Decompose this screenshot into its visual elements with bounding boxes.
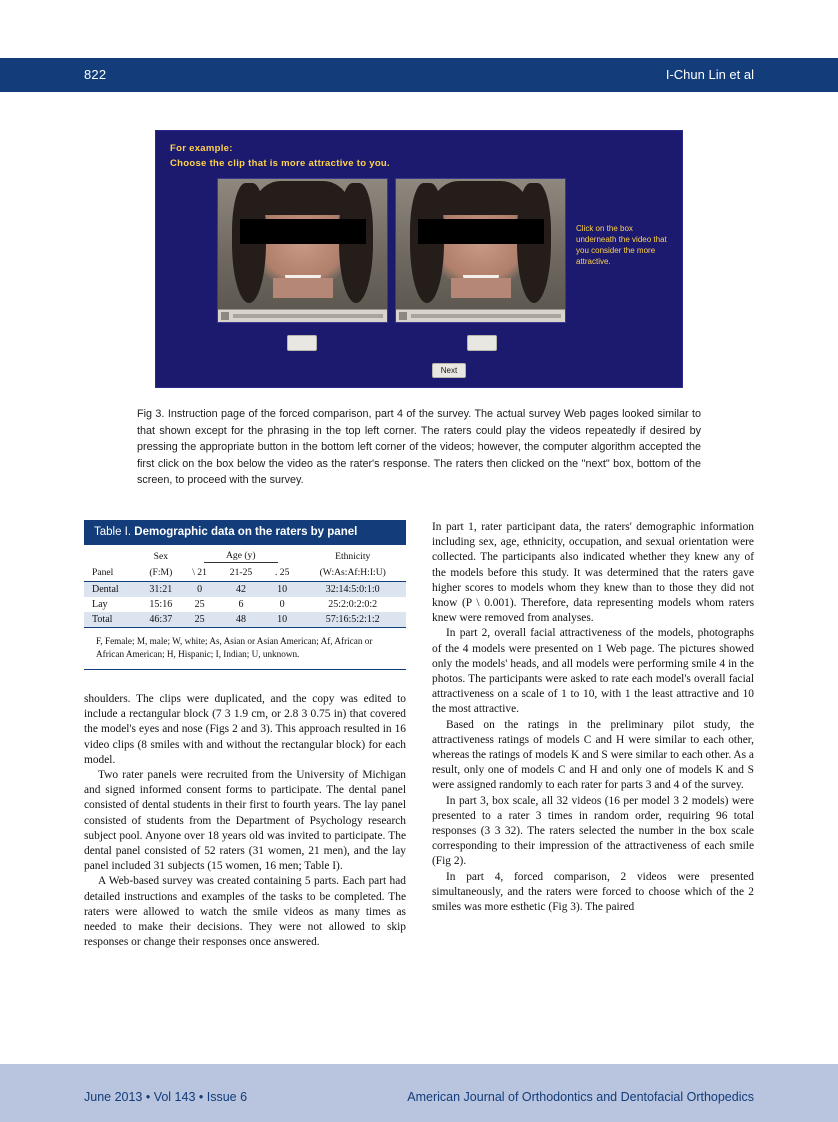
figure-3-image xyxy=(155,130,683,388)
header-group-age: Age (y) xyxy=(182,545,299,565)
col-sex-ratio: (F:M) xyxy=(140,565,183,582)
col-age-over25: . 25 xyxy=(265,565,299,582)
video-controls-right[interactable] xyxy=(396,309,565,322)
hair-top-left xyxy=(254,181,350,215)
cell-panel: Dental xyxy=(92,584,119,595)
progress-bar-right[interactable] xyxy=(411,314,561,318)
page-number: 822 xyxy=(84,67,107,82)
paragraph: In part 1, rater participant data, the raters' demographic information including sex, age, ethnicity, occupation, and sexual orientation were collected. The participants also indicated whether they knew any of the models before this study. It was determined that the raters gave higher scores to models whom they knew than to those they did not know (P \ 0.001). Therefore, data representing models whom raters knew were removed from analyses. xyxy=(432,521,754,625)
cell-age1: 25 xyxy=(182,612,217,628)
cell-age2: 42 xyxy=(235,584,246,595)
cell-age3: 0 xyxy=(279,599,285,610)
model-face-right xyxy=(396,179,565,310)
footer-issue: June 2013 • Vol 143 • Issue 6 xyxy=(84,1090,248,1104)
cell-age1: 0 xyxy=(197,584,203,595)
cell-sex: 15:16 xyxy=(149,599,173,610)
hair-top-right xyxy=(432,181,528,215)
cell-age2: 6 xyxy=(238,599,244,610)
neck-left xyxy=(273,278,333,298)
paragraph: In part 4, forced comparison, 2 videos were presented simultaneously, and the raters were forced to choose which of the 2 smiles was more esthetic (Fig 3). The paired xyxy=(432,870,754,914)
play-button-icon-left[interactable] xyxy=(221,312,229,320)
table-number: Table I. xyxy=(94,526,132,538)
table-row xyxy=(84,582,406,598)
right-text-column xyxy=(432,520,754,915)
cell-ethnicity: 25:2:0:2:0:2 xyxy=(328,599,378,610)
paragraph: A Web-based survey was created containing 5 parts. Each part had detailed instructions and examples of the tasks to be completed. The raters were allowed to watch the smile videos as many times as needed to make their decisions. They were not allowed to skip responses or change their responses once answered. xyxy=(84,875,406,949)
choice-box-left[interactable] xyxy=(287,335,317,351)
cell-ethnicity: 32:14:5:0:1:0 xyxy=(325,584,380,595)
cell-panel: Lay xyxy=(92,599,108,610)
header-blank xyxy=(84,545,140,565)
cell-panel: Total xyxy=(84,612,140,628)
neck-right xyxy=(451,278,511,298)
figure-caption: Fig 3. Instruction page of the forced comparison, part 4 of the survey. The actual survey Web pages looked similar to that shown except for the phrasing in the top left corner. The raters could play the videos repeatedly if desired by pressing the appropriate button in the bottom left corner of the videos; however, the computer algorithm accepted the first click on the box below the video as the rater's response. The raters then clicked on the "next" box, bottom of the screen, to proceed with the survey. xyxy=(137,408,701,486)
paragraph: Two rater panels were recruited from the University of Michigan and signed informed consent forms to participate. The dental panel consisted of dental students in their first to fourth years. The lay panel consisted of students from the Department of Psychology research subject pool. Anyone over 18 years old was invited to participate. The dental panel consisted of 52 raters (31 women, 21 men), and the lay panel included 31 subjects (15 women, 16 men; Table I). xyxy=(84,769,406,873)
cell-sex: 31:21 xyxy=(149,584,173,595)
col-panel: Panel xyxy=(84,565,140,582)
next-button[interactable]: Next xyxy=(432,363,466,378)
col-age-21-25: 21-25 xyxy=(217,565,265,582)
header-group-ethnicity: Ethnicity xyxy=(335,551,371,562)
paragraph: In part 2, overall facial attractiveness of the models, photographs of the 4 models were presented on 1 Web page. The pictures showed only the models' heads, and all models were performing smile 4 in the photos. The participants were asked to rate each model's overall facial attractiveness on a scale of 1 to 10, with 1 the least attractive and 10 the most attractive. xyxy=(432,627,754,716)
table-footnote: F, Female; M, male; W, white; As, Asian or Asian American; Af, African or African American; H, Hispanic; I, Indian; U, unknown. xyxy=(84,628,406,670)
cell-age2: 48 xyxy=(217,612,265,628)
paragraph: shoulders. The clips were duplicated, and the copy was edited to include a rectangular block (7 3 1.9 cm, or 2.8 3 0.75 in) that covered the model's eyes and nose (Figs 2 and 3). This approach resulted in 16 video clips (8 smiles with and without the rectangular block) for each model. xyxy=(84,693,406,766)
choice-box-right[interactable] xyxy=(467,335,497,351)
table-header-columns xyxy=(84,565,406,582)
eye-block-icon xyxy=(240,219,366,244)
figure-instruction xyxy=(170,141,390,171)
figure-side-instruction: Click on the box underneath the video that you consider the more attractive. xyxy=(576,224,667,266)
table-row xyxy=(84,597,406,612)
figure-instruction-line2: Choose the clip that is more attractive to you. xyxy=(170,158,390,169)
col-age-under21: \ 21 xyxy=(182,565,217,582)
header-group-sex: Sex xyxy=(153,551,168,562)
video-clip-right[interactable] xyxy=(395,178,566,323)
table-caption: Demographic data on the raters by panel xyxy=(134,526,358,538)
progress-bar-left[interactable] xyxy=(233,314,383,318)
paragraph: In part 3, box scale, all 32 videos (16 per model 3 2 models) were presented to a rater 3 times in random order, requiring 96 total responses (3 3 32). The raters selected the number in the box scale corresponding to their impression of the attractiveness of each smile (Fig 2). xyxy=(432,794,754,868)
eye-block-icon-2 xyxy=(418,219,544,244)
play-button-icon-right[interactable] xyxy=(399,312,407,320)
page-header xyxy=(0,58,838,92)
cell-age1: 25 xyxy=(194,599,205,610)
cell-age3: 10 xyxy=(265,612,299,628)
demographic-table xyxy=(84,520,406,670)
cell-age3: 10 xyxy=(277,584,288,595)
figure-instruction-line1: For example: xyxy=(170,143,233,154)
cell-ethnicity: 57:16:5:2:1:2 xyxy=(299,612,406,628)
video-controls-left[interactable] xyxy=(218,309,387,322)
video-clip-left[interactable] xyxy=(217,178,388,323)
left-text-column xyxy=(84,692,406,950)
col-ethnicity-ratio: (W:As:Af:H:I:U) xyxy=(299,565,406,582)
running-head: I-Chun Lin et al xyxy=(665,67,754,82)
table-body xyxy=(84,545,406,628)
table-title xyxy=(84,520,406,545)
paragraph: Based on the ratings in the preliminary pilot study, the attractiveness ratings of models C and H were similar to each other, whereas the ratings of models K and S were similar to each other. As a result, only one of models C and H and only one of models K and S were assigned randomly to each rater for parts 3 and 4 of the survey. xyxy=(432,718,754,792)
cell-sex: 46:37 xyxy=(140,612,183,628)
table-row xyxy=(84,612,406,628)
footer-journal: American Journal of Orthodontics and Dentofacial Orthopedics xyxy=(407,1090,754,1104)
table-header-groups xyxy=(84,545,406,565)
model-face-left xyxy=(218,179,387,310)
